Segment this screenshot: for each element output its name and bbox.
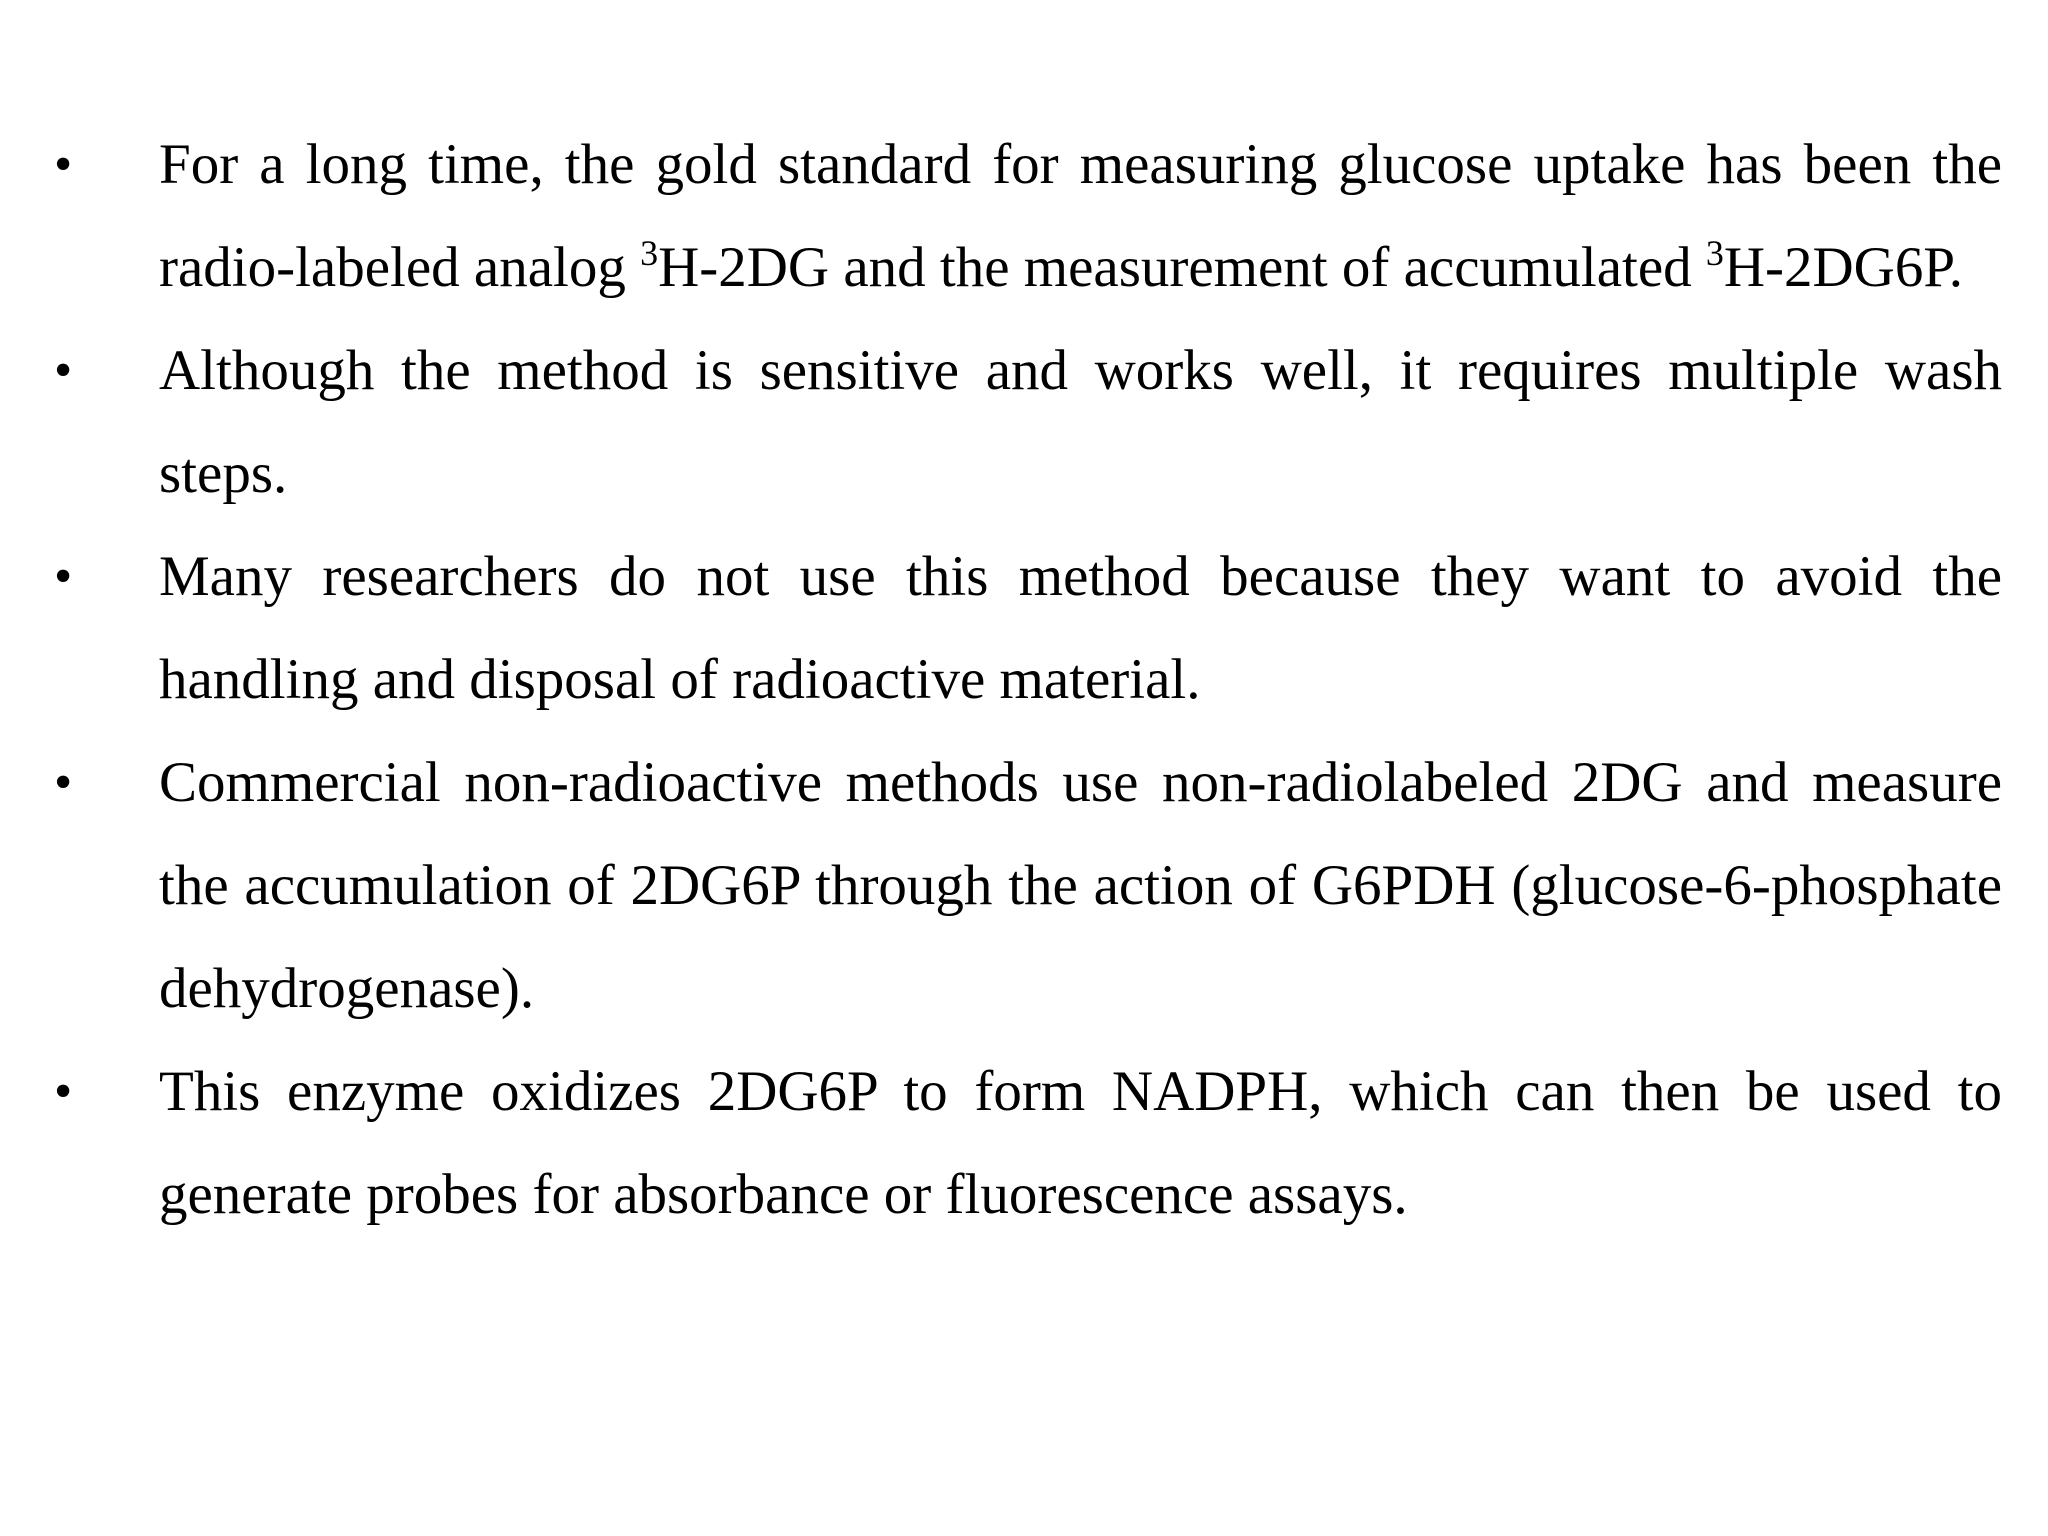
superscript: 3 xyxy=(1705,233,1724,274)
bullet-item xyxy=(52,1040,2002,1246)
bullet-text: Many researchers do not use this method because they want to avoid the handling and disposal of radioactive material. xyxy=(159,545,2002,711)
bullet-item xyxy=(52,731,2002,1040)
bullet-text: This enzyme oxidizes 2DG6P to form NADPH, which can then be used to generate probes for absorbance or fluorescence assays. xyxy=(159,1060,2002,1226)
bullet-marker: • xyxy=(54,136,73,193)
bullet-text xyxy=(159,113,2002,319)
bullet-text: Although the method is sensitive and works well, it requires multiple wash steps. xyxy=(159,339,2002,505)
bullet-marker: • xyxy=(54,548,73,605)
bullet-marker: • xyxy=(54,754,73,811)
bullet-marker: • xyxy=(54,342,73,399)
text-segment: H-2DG6P. xyxy=(1723,236,1963,299)
superscript: 3 xyxy=(640,233,659,274)
bullet-item xyxy=(52,319,2002,525)
bullet-list xyxy=(52,113,2002,1246)
bullet-text: Commercial non-radioactive methods use non-radiolabeled 2DG and measure the accumulation of 2DG6P through the action of G6PDH (glucose-6-phosphate dehydrogenase). xyxy=(159,751,2002,1020)
text-segment: For a long time, the gold standard for measuring glucose uptake has been the radio-labeled analog xyxy=(159,133,2002,299)
text-segment: H-2DG and the measurement of accumulated xyxy=(658,236,1706,299)
bullet-item xyxy=(52,525,2002,731)
bullet-marker: • xyxy=(54,1063,73,1120)
bullet-item xyxy=(52,113,2002,319)
